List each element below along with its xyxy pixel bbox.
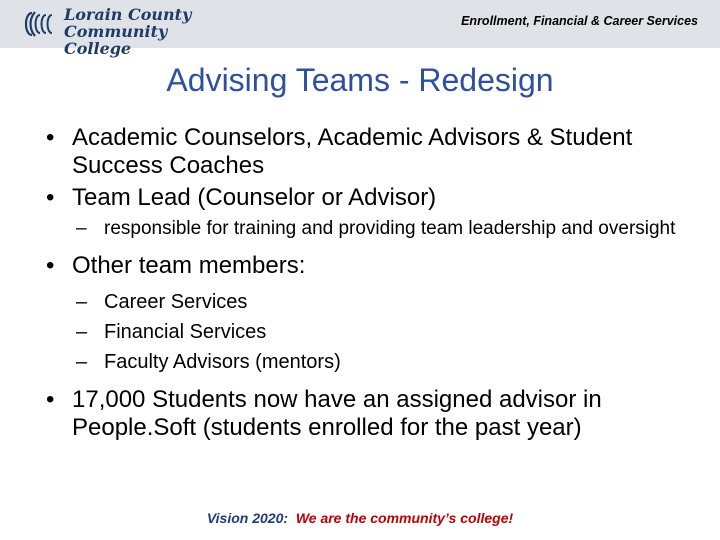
- logo-line-1: Lorain County: [64, 5, 192, 24]
- slide-title: Advising Teams - Redesign: [166, 62, 554, 98]
- bullet-dot-icon: •: [46, 124, 55, 151]
- slide-content: [0, 124, 720, 442]
- bullet-3: [0, 252, 720, 280]
- dash-icon: –: [76, 351, 88, 373]
- sub-bullet-text: responsible for training and providing team leadership and oversight: [104, 218, 676, 239]
- sub-bullet-text: Faculty Advisors (mentors): [104, 351, 341, 373]
- sub-bullet-text: Career Services: [104, 291, 248, 313]
- bullet-dot-icon: •: [46, 386, 55, 413]
- bullet-text: 17,000 Students now have an assigned advisor in People.Soft (students enrolled for the past year): [72, 386, 602, 441]
- footer-label: Vision 2020:: [206, 510, 289, 526]
- sub-bullet: [0, 290, 720, 314]
- footer-slogan: [0, 510, 720, 526]
- header-bar: [0, 0, 720, 58]
- lccc-logo-icon: [22, 9, 56, 39]
- bullet-dot-icon: •: [46, 252, 55, 279]
- bullet-text: Academic Counselors, Academic Advisors & Student Success Coaches: [72, 124, 633, 179]
- bullet-dot-icon: •: [46, 184, 55, 211]
- sub-bullet: [0, 218, 720, 240]
- dash-icon: –: [76, 321, 88, 343]
- dash-icon: –: [76, 218, 87, 239]
- dash-icon: –: [76, 291, 88, 313]
- logo-wordmark: [64, 6, 224, 57]
- bullet-text: Other team members:: [72, 252, 306, 279]
- header-department: Enrollment, Financial & Career Services: [461, 14, 698, 28]
- sub-bullet: [0, 320, 720, 344]
- sub-bullet-text: Financial Services: [104, 321, 267, 343]
- bullet-4: [0, 386, 720, 442]
- footer-slogan-text: We are the community’s college!: [295, 510, 514, 526]
- bullet-text: Team Lead (Counselor or Advisor): [72, 184, 437, 211]
- logo-line-2: Community College: [64, 22, 168, 58]
- sub-bullet: [0, 350, 720, 374]
- bullet-1: [0, 124, 720, 180]
- bullet-2: [0, 184, 720, 212]
